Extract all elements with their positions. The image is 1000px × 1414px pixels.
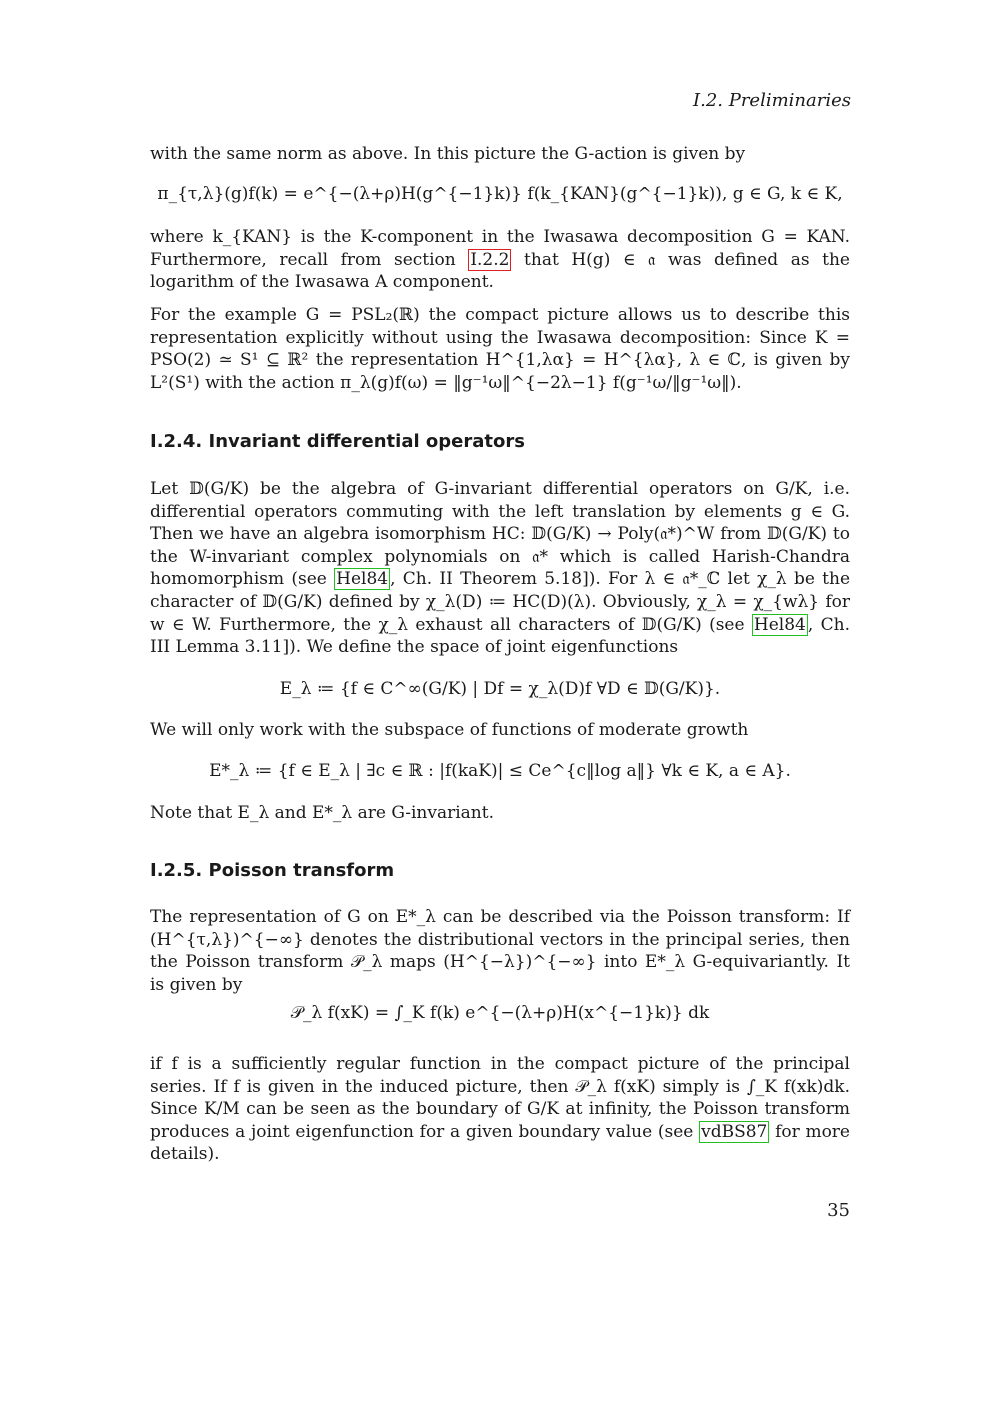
section-ref-link[interactable]: I.2.2	[470, 249, 510, 270]
citation-link-hel84-a[interactable]: Hel84	[336, 569, 389, 590]
paragraph-4	[150, 478, 850, 659]
paragraph-4-text-b: , Ch. II Theorem 5.18]). For λ ∈ 𝔞*_ℂ let χ_λ be the character of 𝔻(G/K) defined by χ_λ(D) ≔ HC(D)(λ). Obviously, χ_λ = χ_{wλ} for w ∈ W. Furthermore, the χ_λ exhaust all characters of 𝔻(G/K) (see	[150, 569, 851, 635]
section-heading-invariant-operators: I.2.4. Invariant differential operators	[150, 431, 525, 452]
paragraph-8	[150, 1053, 850, 1166]
section-heading-poisson-transform: I.2.5. Poisson transform	[150, 860, 395, 881]
paragraph-2-text-a: where k_{KAN} is the K-component in the Iwasawa decomposition G = KAN. Furthermore, recall from section	[150, 227, 850, 270]
equation-poisson: 𝒫_λ f(xK) = ∫_K f(k) e^{−(λ+ρ)H(x^{−1}k)} dk	[290, 1003, 710, 1023]
paragraph-5	[150, 719, 850, 742]
citation-link-vdbs87[interactable]: vdBS87	[701, 1121, 768, 1142]
paragraph-2	[150, 226, 850, 294]
paragraph-8-text-b: for more details).	[150, 1121, 850, 1165]
equation-pi-action: π_{τ,λ}(g)f(k) = e^{−(λ+ρ)H(g^{−1}k)} f(k_{KAN}(g^{−1}k)), g ∈ G, k ∈ K,	[157, 184, 843, 204]
paragraph-1-text: with the same norm as above. In this picture the G-action is given by	[150, 144, 746, 164]
running-head: I.2. Preliminaries	[692, 90, 851, 111]
paragraph-3-text: For the example G = PSL₂(ℝ) the compact picture allows us to describe this representation explicitly without using the Iwasawa decomposition: Since K = PSO(2) ≃ S¹ ⊆ ℝ² the representation H^{1,λα} = H^{λα}, λ ∈ ℂ, is given by L²(S¹) with the action π_λ(g)f(ω) = ‖g⁻¹ω‖^{−2λ−1} f(g⁻¹ω/‖g⁻¹ω‖).	[150, 305, 850, 393]
paragraph-3	[150, 304, 850, 394]
paragraph-1	[150, 143, 850, 166]
paragraph-6	[150, 802, 850, 825]
equation-eigenspace: E_λ ≔ {f ∈ C^∞(G/K) | Df = χ_λ(D)f ∀D ∈ 𝔻(G/K)}.	[279, 679, 721, 699]
paragraph-4-text-a: Let 𝔻(G/K) be the algebra of G-invariant differential operators on G/K, i.e. differential operators commuting with the left translation by elements g ∈ G. Then we have an algebra isomorphism HC: 𝔻(G/K) → Poly(𝔞*)^W from 𝔻(G/K) to the W-invariant complex polynomials on 𝔞* which is called Harish-Chandra homomorphism (see	[150, 479, 850, 590]
paragraph-7-text: The representation of G on E*_λ can be described via the Poisson transform: If (H^{τ,λ})^{−∞} denotes the distributional vectors in the principal series, then the Poisson transform 𝒫_λ maps (H^{−λ})^{−∞} into E*_λ G-equivariantly. It is given by	[150, 907, 850, 995]
paragraph-8-text-a: if f is a sufficiently regular function in the compact picture of the principal series. If f is given in the induced picture, then 𝒫_λ f(xK) simply is ∫_K f(xk)dk. Since K/M can be seen as the boundary of G/K at infinity, the Poisson transform produces a joint eigenfunction for a given boundary value (see	[150, 1054, 850, 1142]
paragraph-2-text-b: that H(g) ∈ 𝔞 was defined as the logarithm of the Iwasawa A component.	[150, 249, 850, 293]
equation-moderate-growth: E*_λ ≔ {f ∈ E_λ | ∃c ∈ ℝ : |f(kaK)| ≤ Ce^{c‖log a‖} ∀k ∈ K, a ∈ A}.	[209, 761, 791, 781]
paragraph-4-text-c: , Ch. III Lemma 3.11]). We define the space of joint eigenfunctions	[150, 614, 850, 658]
citation-link-hel84-b[interactable]: Hel84	[753, 614, 806, 635]
paragraph-7	[150, 906, 850, 996]
paragraph-5-text: We will only work with the subspace of functions of moderate growth	[150, 720, 749, 740]
page-number: 35	[827, 1200, 850, 1221]
paragraph-6-text: Note that E_λ and E*_λ are G-invariant.	[150, 803, 494, 823]
